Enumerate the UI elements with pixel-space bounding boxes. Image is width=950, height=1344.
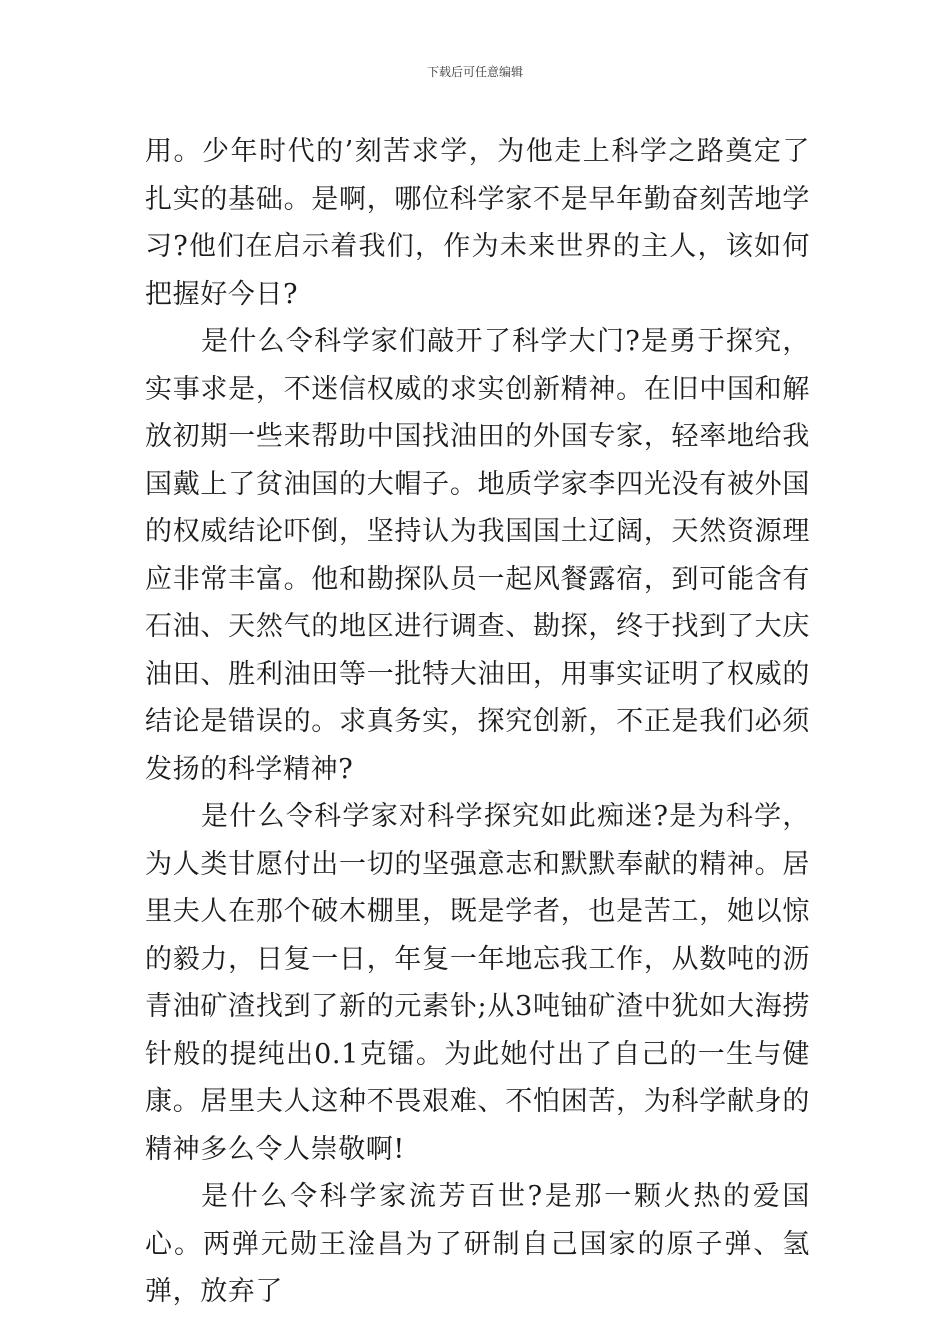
paragraph-3: 是什么令科学家对科学探究如此痴迷?是为科学，为人类甘愿付出一切的坚强意志和默默奉献的精神。居里夫人在那个破木棚里，既是学者，也是苦工，她以惊的毅力，日复一日，年复一年地忘我工作，从数吨的沥青油矿渣找到了新的元素钋;从3吨铀矿渣中犹如大海捞针般的提纯出0.1克镭。为此她付出了自己的一生与健康。居里夫人这种不畏艰难、不怕困苦，为科学献身的精神多么令人崇敬啊! (145, 801, 810, 1165)
paragraph-4: 是什么令科学家流芳百世?是那一颗火热的爱国心。两弹元勋王淦昌为了研制自己国家的原子弹、氢弹，放弃了 (145, 1181, 810, 1307)
document-body (145, 128, 810, 1316)
page-header: 下载后可任意编辑 (426, 65, 523, 79)
paragraph-1: 用。少年时代的’刻苦求学，为他走上科学之路奠定了扎实的基础。是啊，哪位科学家不是早年勤奋刻苦地学习?他们在启示着我们，作为未来世界的主人，该如何把握好今日? (145, 136, 810, 310)
paragraph-2: 是什么令科学家们敲开了科学大门?是勇于探究，实事求是，不迷信权威的求实创新精神。在旧中国和解放初期一些来帮助中国找油田的外国专家，轻率地给我国戴上了贫油国的大帽子。地质学家李四光没有被外国的权威结论吓倒，坚持认为我国国土辽阔，天然资源理应非常丰富。他和勘探队员一起风餐露宿，到可能含有石油、天然气的地区进行调查、勘探，终于找到了大庆油田、胜利油田等一批特大油田，用事实证明了权威的结论是错误的。求真务实，探究创新，不正是我们必须发扬的科学精神? (145, 326, 810, 785)
